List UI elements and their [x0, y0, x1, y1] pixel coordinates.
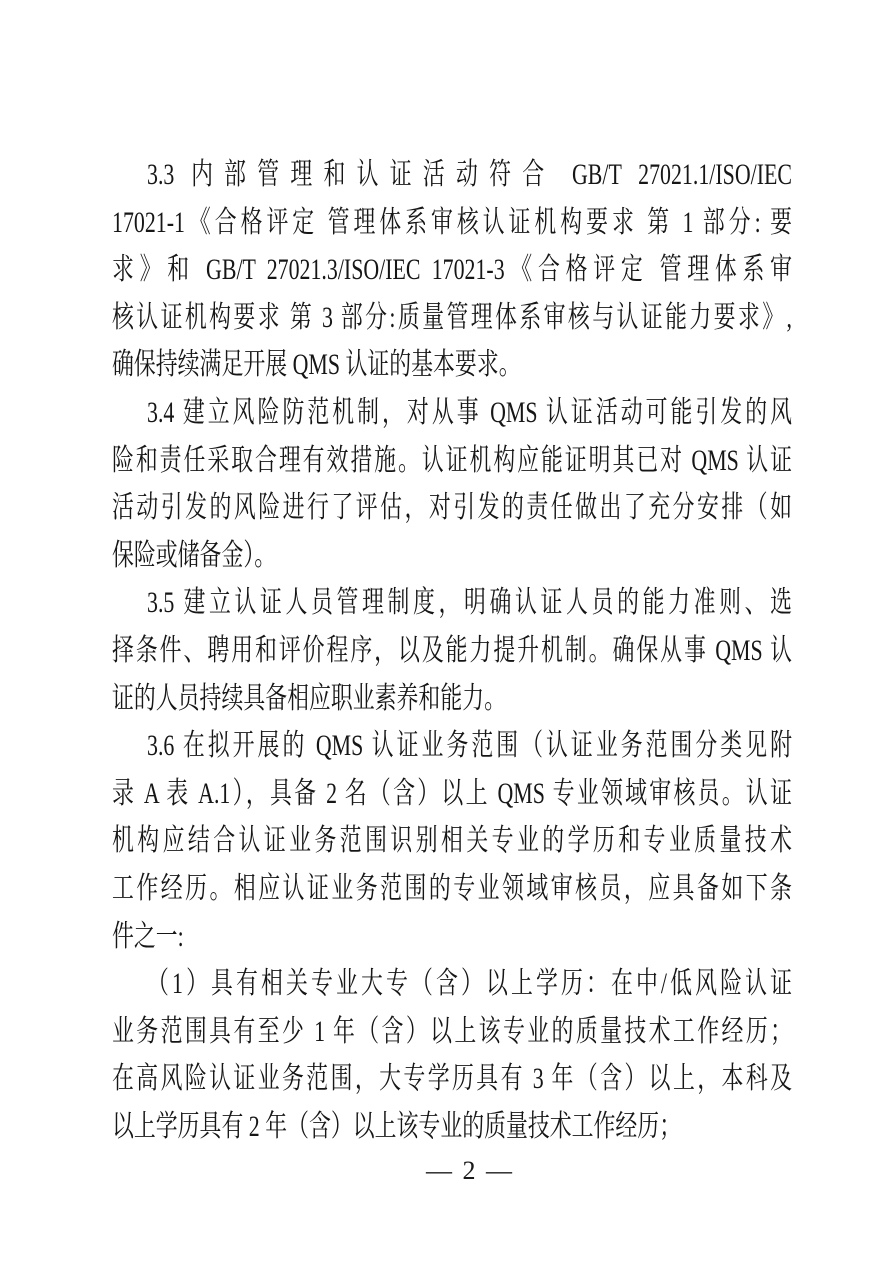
para-3-3: [112, 151, 792, 389]
para-3-5: [112, 579, 792, 722]
para-3-6: [112, 722, 792, 960]
text-line: 3.5 建立认证人员管理制度，明确认证人员的能力准则、选: [147, 586, 792, 620]
text-line: 择条件、聘用和评价程序，以及能力提升机制。确保从事 QMS 认: [112, 633, 792, 667]
text-line: 险和责任采取合理有效措施。认证机构应能证明其已对 QMS 认证: [112, 443, 792, 477]
text-line: 3.6 在拟开展的 QMS 认证业务范围（认证业务范围分类见附: [147, 729, 792, 763]
text-line: 17021-1《合格评定 管理体系审核认证机构要求 第 1 部分: 要: [112, 205, 792, 239]
text-line: 以上学历具有 2 年（含）以上该专业的质量技术工作经历；: [112, 1109, 682, 1143]
text-line: 求》和 GB/T 27021.3/ISO/IEC 17021-3《合格评定 管理体系审: [112, 253, 792, 287]
text-line: 3.3 内部管理和认证活动符合 GB/T 27021.1/ISO/IEC: [147, 158, 792, 191]
page-number: — 2 —: [426, 1156, 514, 1185]
text-line: 活动引发的风险进行了评估，对引发的责任做出了充分安排（如: [112, 491, 792, 525]
para-3-4: [112, 389, 792, 579]
text-line: 3.4 建立风险防范机制，对从事 QMS 认证活动可能引发的风: [147, 395, 792, 429]
para-item-1: [112, 960, 792, 1150]
text-line: 在高风险认证业务范围，大专学历具有 3 年（含）以上，本科及: [112, 1062, 792, 1096]
text-line: 机构应结合认证业务范围识别相关专业的学历和专业质量技术: [112, 824, 792, 858]
text-line: 业务范围具有至少 1 年（含）以上该专业的质量技术工作经历；: [112, 1014, 792, 1048]
text-line: 证的人员持续具备相应职业素养和能力。: [112, 681, 506, 715]
document-body: [112, 151, 792, 1150]
text-line: 录 A 表 A.1），具备 2 名（含）以上 QMS 专业领域审核员。认证: [112, 776, 792, 810]
text-line: 核认证机构要求 第 3 部分:质量管理体系审核与认证能力要求》,: [112, 300, 792, 334]
text-line: 件之一:: [112, 919, 184, 953]
text-line: 工作经历。相应认证业务范围的专业领域审核员，应具备如下条: [112, 871, 792, 905]
text-line: 确保持续满足开展 QMS 认证的基本要求。: [112, 348, 521, 382]
text-line: （1）具有相关专业大专（含）以上学历：在中/低风险认证: [147, 967, 792, 1001]
text-line: 保险或储备金）。: [112, 538, 277, 572]
page-footer: [112, 1156, 792, 1186]
